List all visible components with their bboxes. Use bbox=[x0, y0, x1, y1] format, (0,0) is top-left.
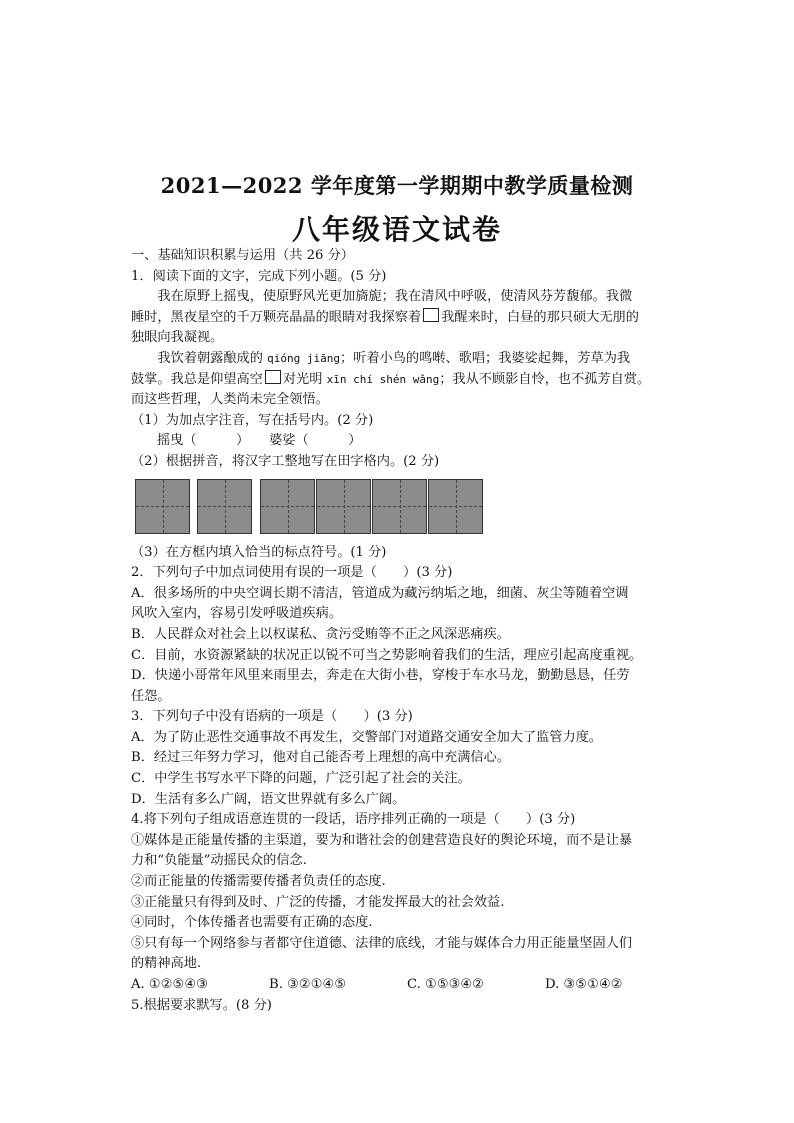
sub-question: （1）为加点字注音，写在括号内。(2 分) bbox=[131, 412, 374, 428]
passage-text: ；听着小鸟的鸣啭、歌唱；我婆娑起舞，芳草为我 bbox=[339, 350, 631, 366]
option-b: B．人民群众对社会上以权谋私、贪污受贿等不正之风深恶痛疾。 bbox=[131, 626, 510, 642]
option-b: B．经过三年努力学习，他对自己能否考上理想的高中充满信心。 bbox=[131, 750, 510, 766]
passage-text: 对光明 bbox=[282, 371, 323, 387]
question-2-stem: 2．下列句子中加点词使用有误的一项是（ ）(3 分) bbox=[131, 565, 453, 581]
passage-line bbox=[131, 349, 669, 370]
punctuation-box bbox=[265, 370, 281, 384]
sentence-1-cont: 力和“负能量”动摇民众的信念. bbox=[131, 853, 307, 869]
sentence-3: ③正能量只有得到及时、广泛的传播，才能发挥最大的社会效益. bbox=[131, 894, 505, 910]
sub-question: （3）在方框内填入恰当的标点符号。(1 分) bbox=[131, 544, 387, 560]
punctuation-box bbox=[423, 308, 439, 322]
answer-options bbox=[131, 975, 669, 996]
passage-text: ；我从不顾影自怜，也不孤芳自赏。 bbox=[439, 371, 651, 387]
question-4-stem: 4.将下列句子组成语意连贯的一段话，语序排列正确的一项是（ ）(3 分) bbox=[131, 812, 576, 828]
passage-line: 独眼向我凝视。 bbox=[131, 330, 224, 346]
sentence-1: ①媒体是正能量传播的主渠道，要为和谐社会的创建营造良好的舆论环境，而不是让暴 bbox=[131, 832, 633, 848]
exam-title: 2021—2022 学年度第一学期期中教学质量检测 bbox=[160, 173, 634, 198]
pinyin-prompt: qióng jiāng bbox=[267, 351, 340, 365]
option-a-cont: 风吹入室内，容易引发呼吸道疾病。 bbox=[131, 606, 342, 622]
option-d-cont: 任怨。 bbox=[131, 688, 171, 704]
tianzige-cell[interactable] bbox=[135, 479, 190, 534]
option-d: D．快递小哥常年风里来雨里去，奔走在大街小巷，穿梭于车水马龙，勤勤恳恳，任劳 bbox=[131, 668, 630, 684]
passage-line bbox=[131, 308, 669, 329]
sub-question: （2）根据拼音，将汉字工整地写在田字格内。(2 分) bbox=[131, 453, 440, 469]
section-heading: 一、基础知识积累与运用（共 26 分） bbox=[131, 248, 354, 263]
tianzige-cell[interactable] bbox=[197, 479, 252, 534]
tianzige-cell[interactable] bbox=[316, 479, 371, 534]
option-c: C. ①⑤③④② bbox=[407, 977, 485, 992]
sentence-5-cont: 的精神高地. bbox=[131, 956, 202, 972]
sentence-5: ⑤只有每一个网络参与者都守住道德、法律的底线，才能与媒体合力用正能量坚固人们 bbox=[131, 935, 633, 951]
question-3-stem: 3．下列句子中没有语病的一项是（ ）(3 分) bbox=[131, 709, 413, 725]
sentence-2: ②而正能量的传播需要传播者负责任的态度. bbox=[131, 874, 386, 890]
question-1-stem: 1．阅读下面的文字，完成下列小题。(5 分) bbox=[131, 268, 387, 284]
exam-body bbox=[131, 246, 669, 1016]
passage-text: 鼓掌。我总是仰望高空 bbox=[131, 371, 263, 387]
exam-subtitle: 八年级语文试卷 bbox=[291, 213, 502, 246]
question-5-stem: 5.根据要求默写。(8 分) bbox=[131, 997, 272, 1013]
option-c: C．目前，水资源紧缺的状况正以锐不可当之势影响着我们的生活，理应引起高度重视。 bbox=[131, 647, 643, 663]
option-a: A．很多场所的中央空调长期不清洁，管道成为藏污纳垢之地，细菌、灰尘等随着空调 bbox=[131, 585, 629, 601]
option-a: A．为了防止恶性交通事故不再发生，交警部门对道路交通安全加大了监管力度。 bbox=[131, 729, 603, 745]
sentence-4: ④同时，个体传播者也需要有正确的态度. bbox=[131, 915, 373, 931]
option-d: D．生活有多么广阔，语文世界就有多么广阔。 bbox=[131, 791, 406, 807]
passage-line: 而这些哲理，人类尚未完全领悟。 bbox=[131, 392, 329, 408]
option-c: C．中学生书写水平下降的问题，广泛引起了社会的关注。 bbox=[131, 771, 471, 787]
pinyin-prompt: xīn chí shén wǎng bbox=[326, 372, 440, 386]
passage-text: 我醒来时，白昼的那只硕大无朋的 bbox=[441, 309, 639, 325]
tianzige-cell[interactable] bbox=[372, 479, 427, 534]
passage-text: 我饮着朝露酿成的 bbox=[157, 350, 263, 366]
option-d: D. ③⑤①④② bbox=[545, 977, 623, 992]
passage-text: 睡时，黑夜星空的千万颗亮晶晶的眼睛对我探察着 bbox=[131, 309, 422, 325]
tianzige-cell[interactable] bbox=[428, 479, 483, 534]
answer-line: 摇曳（ ） 婆娑（ ） bbox=[157, 433, 362, 449]
option-a: A. ①②⑤④③ bbox=[131, 977, 209, 992]
option-b: B. ③②①④⑤ bbox=[269, 977, 347, 992]
tianzige-cell[interactable] bbox=[260, 479, 315, 534]
passage-line bbox=[131, 370, 669, 391]
tianzige-grid bbox=[133, 479, 669, 539]
passage-line: 我在原野上摇曳，使原野风光更加旖旎；我在清风中呼吸，使清风芬芳馥郁。我微 bbox=[157, 289, 633, 305]
